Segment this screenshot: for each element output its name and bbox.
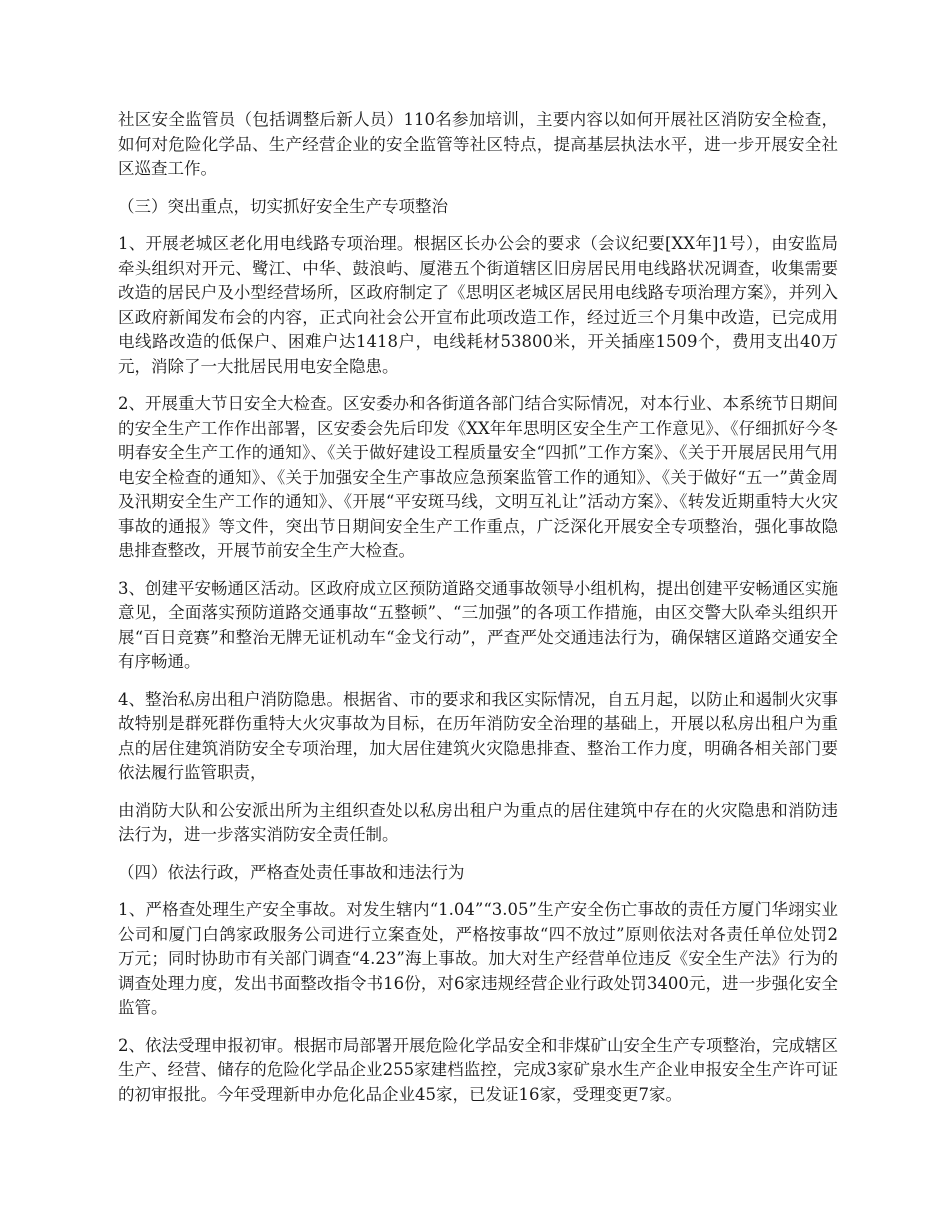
- document-body: [118, 108, 838, 1120]
- paragraph-fire-hazards: 4、整治私房出租户消防隐患。根据省、市的要求和我区实际情况，自五月起，以防止和遏制火灾事故特别是群死群伤重特大火灾事故为目标，在历年消防安全治理的基础上，开展以私房出租户为重点的居住建筑消防安全专项治理，加大居住建筑火灾隐患排查、整治工作力度，明确各相关部门要依法履行监管职责，: [118, 689, 838, 782]
- paragraph-fire-responsibility: 由消防大队和公安派出所为主组织查处以私房出租户为重点的居住建筑中存在的火灾隐患和消防违法行为，进一步落实消防安全责任制。: [118, 800, 838, 844]
- paragraph-traffic-safety: 3、创建平安畅通区活动。区政府成立区预防道路交通事故领导小组机构，提出创建平安畅通区实施意见，全面落实预防道路交通事故“五整顿”、“三加强”的各项工作措施，由区交警大队牵头组织开展“百日竞赛”和整治无牌无证机动车“金戈行动”，严查严处交通违法行为，确保辖区道路交通安全有序畅通。: [118, 578, 838, 671]
- paragraph-holiday-inspection: 2、开展重大节日安全大检查。区安委办和各街道各部门结合实际情况，对本行业、本系统节日期间的安全生产工作作出部署，区安委会先后印发《XX年年思明区安全生产工作意见》、《仔细抓好今冬明春安全生产工作的通知》、《关于做好建设工程质量安全“四抓”工作方案》、《关于开展居民用气用电安全检查的通知》、《关于加强安全生产事故应急预案监管工作的通知》、《关于做好“五一”黄金周及汛期安全生产工作的通知》、《开展“平安斑马线，文明互礼让”活动方案》、《转发近期重特大火灾事故的通报》等文件，突出节日期间安全生产工作重点，广泛深化开展安全专项整治，强化事故隐患排查整改，开展节前安全生产大检查。: [118, 394, 838, 560]
- paragraph-wiring-renovation: 1、开展老城区老化用电线路专项治理。根据区长办公会的要求（会议纪要[XX年]1号），由安监局牵头组织对开元、鹭江、中华、鼓浪屿、厦港五个街道辖区旧房居民用电线路状况调查，收集需要改造的居民户及小型经营场所，区政府制定了《思明区老城区居民用电线路专项治理方案》，并列入区政府新闻发布会的内容，正式向社会公开宣布此项改造工作，经过近三个月集中改造，已完成用电线路改造的低保户、困难户达1418户，电线耗材53800米，开关插座1509个，费用支出40万元，消除了一大批居民用电安全隐患。: [118, 234, 838, 376]
- paragraph-permit-review: 2、依法受理申报初审。根据市局部署开展危险化学品安全和非煤矿山安全生产专项整治，完成辖区生产、经营、储存的危险化学品企业255家建档监控，完成3家矿泉水生产企业申报安全生产许可证的初审报批。今年受理新申办危化品企业45家，已发证16家，受理变更7家。: [118, 1035, 838, 1104]
- paragraph-accident-handling: 1、严格查处理生产安全事故。对发生辖内“1.04”“3.05”生产安全伤亡事故的责任方厦门华翊实业公司和厦门白鸽家政服务公司进行立案查处，严格按事故“四不放过”原则依法对各责任单位处罚2万元；同时协助市有关部门调查“4.23”海上事故。加大对生产经营单位违反《安全生产法》行为的调查处理力度，发出书面整改指令书16份，对6家违规经营企业行政处罚3400元，进一步强化安全监管。: [118, 900, 838, 1017]
- section-heading-3: （三）突出重点，切实抓好安全生产专项整治: [118, 196, 448, 216]
- section-heading-4: （四）依法行政，严格查处责任事故和违法行为: [118, 862, 465, 882]
- paragraph-training: 社区安全监管员（包括调整后新人员）110名参加培训，主要内容以如何开展社区消防安全检查，如何对危险化学品、生产经营企业的安全监管等社区特点，提高基层执法水平，进一步开展安全社区巡查工作。: [118, 110, 838, 178]
